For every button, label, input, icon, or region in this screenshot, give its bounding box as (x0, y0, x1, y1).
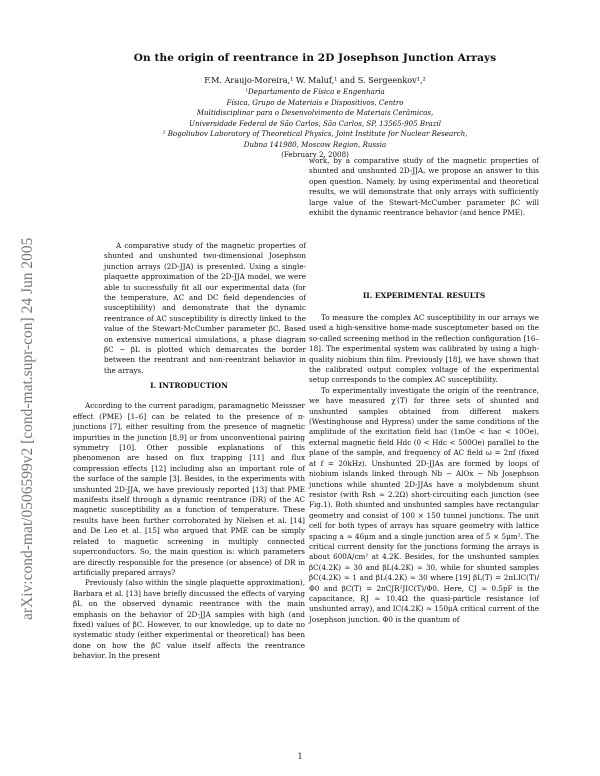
page-number: 1 (297, 752, 303, 761)
right-column-experimental (309, 313, 539, 625)
section-heading-introduction: I. INTRODUCTION (150, 381, 228, 390)
abstract: A comparative study of the magnetic properties of shunted and unshunted two-dimensional Josephson junction arrays (2D-JJA) is presented. Using a single-plaquette approximation of the 2D-JJA model, we were able to successfully fit all our experimental data (for the temperature, AC and DC field dependencies of susceptibility) and demonstrate that the dynamic reentrance of AC susceptibility is directly linked to the value of the Stewart-McCumber parameter βC. Based on extensive numerical simulations, a phase diagram βC − βL is plotted which demarcates the border between the reentrant and non-reentrant behavior in the arrays. (104, 241, 306, 375)
paragraph: To experimentally investigate the origin of the reentrance, we have measured χ′(T) for three sets of shunted and unshunted samples obtained from different makers (Westinghouse and Hypress) under the same conditions of the amplitude of the excitation field hac (1mOe < hac < 10Oe), external magnetic field Hdc (0 < Hdc < 500Oe) parallel to the plane of the sample, and frequency of AC field ω = 2πf (fixed at f = 20kHz). Unshunted 2D-JJAs are formed by loops of niobium islands linked through Nb − AlOx − Nb Josephson junctions while shunted 2D-JJAs have a molybdenum shunt resistor (with Rsh ≃ 2.2Ω) short-circuiting each junction (see Fig.1). Both shunted and unshunted samples have rectangular geometry and consist of 100 × 150 tunnel junctions. The unit cell for both types of arrays has square geometry with lattice spacing a ≃ 46μm and a single junction area of 5 × 5μm². The critical current density for the junctions forming the arrays is about 600A/cm² at 4.2K. Besides, for the unshunted samples βC(4.2K) ≃ 30 and βL(4.2K) ≃ 30, while for shunted samples βC(4.2K) ≃ 1 and βL(4.2K) ≃ 30 where [19] βL(T) = 2πLIC(T)/Φ0 and βC(T) = 2πCJR²JIC(T)/Φ0. Here, CJ ≃ 0.5pF is the capacitance, RJ ≃ 10.4Ω the quasi-particle resistance (of unshunted array), and IC(4.2K) ≃ 150μA critical current of the Josephson junction. Φ0 is the quantum of (309, 385, 539, 624)
author-list: F.M. Araujo-Moreira,¹ W. Maluf,¹ and S. Sergeenkov¹,² (204, 75, 426, 85)
publication-date: (February 2, 2008) (281, 150, 349, 159)
arxiv-identifier-stamp (6, 60, 46, 640)
right-column-intro (309, 156, 539, 218)
affiliations (70, 87, 560, 161)
arxiv-identifier-text: arXiv:cond-mat/0506599v2 [cond-mat.supr-con] 24 Jun 2005 (19, 237, 36, 620)
affiliation-line: Física, Grupo de Materiais e Dispositivos, Centro (226, 97, 404, 107)
paragraph: According to the current paradigm, paramagnetic Meissner effect (PME) [1–6] can be related to the presence of π-junctions [7], either resulting from the presence of magnetic impurities in the junction [8,9] or from unconventional pairing symmetry [10]. Other possible explanations of this phenomenon are based on flux trapping [11] and flux compression effects [12] including also an important role of the surface of the sample [3]. Besides, in the experiments with unshunted 2D-JJA, we have previously reported [13] that PME manifests itself through a dynamic reentrance (DR) of the AC magnetic susceptibility as a function of temperature. These results have been further corroborated by Nielsen et al. [14] and De Leo et al. [15] who argued that PME can be simply related to magnetic screening in multiply connected superconductors. So, the main question is: which parameters are directly responsible for the presence (or absence) of DR in artificially prepared arrays? (73, 401, 305, 577)
left-column (73, 381, 305, 662)
affiliation-line: Universidade Federal de São Carlos, São Carlos, SP, 13565-905 Brazil (189, 118, 441, 128)
paragraph: Previously (also within the single plaquette approximation), Barbara et al. [13] have briefly discussed the effects of varying βL on the observed dynamic reentrance with the main emphasis on the behavior of 2D-JJA samples with high (and fixed) values of βC. However, to our knowledge, up to date no systematic study (either experimental or theoretical) has been done on how the βC value itself affects the reentrance behavior. In the present (73, 578, 305, 661)
paper-title: On the origin of reentrance in 2D Josephson Junction Arrays (133, 52, 497, 64)
affiliation-line: Multidisciplinar para o Desenvolvimento de Materiais Cerâmicos, (196, 108, 434, 117)
paragraph: To measure the complex AC susceptibility in our arrays we used a high-sensitive home-made susceptometer based on the so-called screening method in the reflection configuration [16–18]. The experimental system was calibrated by using a high-quality niobium thin film. Previously [18], we have shown that the calibrated output complex voltage of the experimental setup corresponds to the complex AC susceptibility. (309, 313, 539, 385)
paragraph: work, by a comparative study of the magnetic properties of shunted and unshunted 2D-JJA, we propose an answer to this open question. Namely, by using experimental and theoretical results, we will demonstrate that only arrays with sufficiently large value of the Stewart-McCumber parameter βC will exhibit the dynamic reentrance behavior (and hence PME). (309, 156, 539, 218)
section-heading-experimental: II. EXPERIMENTAL RESULTS (362, 291, 486, 300)
affiliation-line: ² Bogoliubov Laboratory of Theoretical Physics, Joint Institute for Nuclear Research, (162, 129, 468, 138)
affiliation-line: Dubna 141980, Moscow Region, Russia (243, 139, 387, 149)
affiliation-line: ¹Departamento de Física e Engenharia (245, 87, 385, 96)
